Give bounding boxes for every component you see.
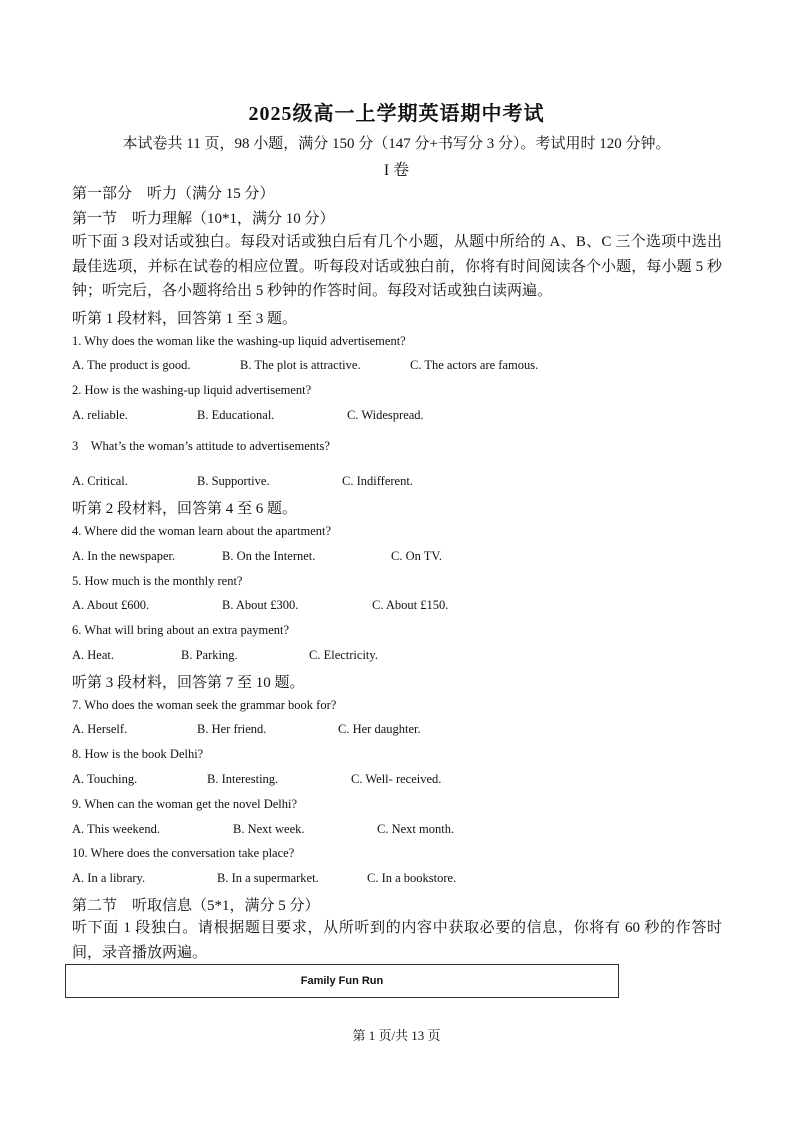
option-b: B. Next week. [233,822,305,836]
question-text: 5. How much is the monthly rent? [72,574,243,588]
option-a: A. In a library. [72,871,146,885]
option-a: A. Heat. [72,648,114,662]
question-text: 10. Where does the conversation take place? [72,846,295,860]
part1-heading: 第一部分 听力（满分 15 分） [72,186,275,202]
option-c: C. In a bookstore. [367,871,457,885]
question-text: 1. Why does the woman like the washing-up liquid advertisement? [72,334,406,348]
option-a: A. This weekend. [72,822,160,836]
option-b: B. Educational. [197,408,275,422]
option-a: A. Herself. [72,722,128,736]
option-b: B. Supportive. [197,474,270,488]
option-b: B. Interesting. [207,772,279,786]
page-title: 2025级高一上学期英语期中考试 [248,103,545,125]
option-a: A. reliable. [72,408,128,422]
option-c: C. Widespread. [347,408,424,422]
option-c: C. On TV. [391,549,442,563]
option-a: A. Touching. [72,772,138,786]
material3-heading: 听第 3 段材料，回答第 7 至 10 题。 [72,675,305,691]
section2-heading: 第二节 听取信息（5*1，满分 5 分） [72,898,320,914]
question-text: 8. How is the book Delhi? [72,747,204,761]
section1-instructions: 听下面 3 段对话或独白。每段对话或独白后有几个小题，从题中所给的 A、B、C 三个选项中选出最佳选项，并标在试卷的相应位置。听每段对话或独白前，你将有时间阅读各个小题，每小题 5 秒钟；听完后，各小题将给出 5 秒钟的作答时间。每段对话或独白读两遍。 [72,234,722,299]
option-c: C. Well- received. [351,772,442,786]
volume-label: I 卷 [383,162,410,179]
material1-heading: 听第 1 段材料，回答第 1 至 3 题。 [72,311,298,327]
option-a: A. In the newspaper. [72,549,176,563]
option-c: C. Electricity. [309,648,378,662]
question-text: 9. When can the woman get the novel Delhi? [72,797,298,811]
option-b: B. The plot is attractive. [240,358,361,372]
option-b: B. In a supermarket. [217,871,319,885]
question-text: 3 What’s the woman’s attitude to advertisements? [72,439,330,453]
page-number: 第 1 页/共 13 页 [352,1028,441,1043]
question-text: 6. What will bring about an extra payment? [72,623,290,637]
material2-heading: 听第 2 段材料，回答第 4 至 6 题。 [72,501,298,517]
option-b: B. About £300. [222,598,299,612]
option-c: C. About £150. [372,598,449,612]
question-text: 2. How is the washing-up liquid advertisement? [72,383,312,397]
option-b: B. Parking. [181,648,238,662]
question-text: 7. Who does the woman seek the grammar book for? [72,698,337,712]
option-a: A. About £600. [72,598,150,612]
option-a: A. The product is good. [72,358,191,372]
section2-instructions: 听下面 1 段独白。请根据题目要求，从所听到的内容中获取必要的信息，你将有 60 秒的作答时间，录音播放两遍。 [72,920,722,961]
option-c: C. Indifferent. [342,474,413,488]
info-table [65,964,619,998]
table-title: Family Fun Run [300,975,384,987]
option-c: C. Next month. [377,822,455,836]
option-a: A. Critical. [72,474,128,488]
section1-heading: 第一节 听力理解（10*1，满分 10 分） [72,211,335,227]
option-c: C. The actors are famous. [410,358,539,372]
question-text: 4. Where did the woman learn about the apartment? [72,524,332,538]
option-c: C. Her daughter. [338,722,421,736]
option-b: B. On the Internet. [222,549,316,563]
exam-info: 本试卷共 11 页，98 小题，满分 150 分（147 分+书写分 3 分）。考试用时 120 分钟。 [122,136,671,152]
option-b: B. Her friend. [197,722,267,736]
